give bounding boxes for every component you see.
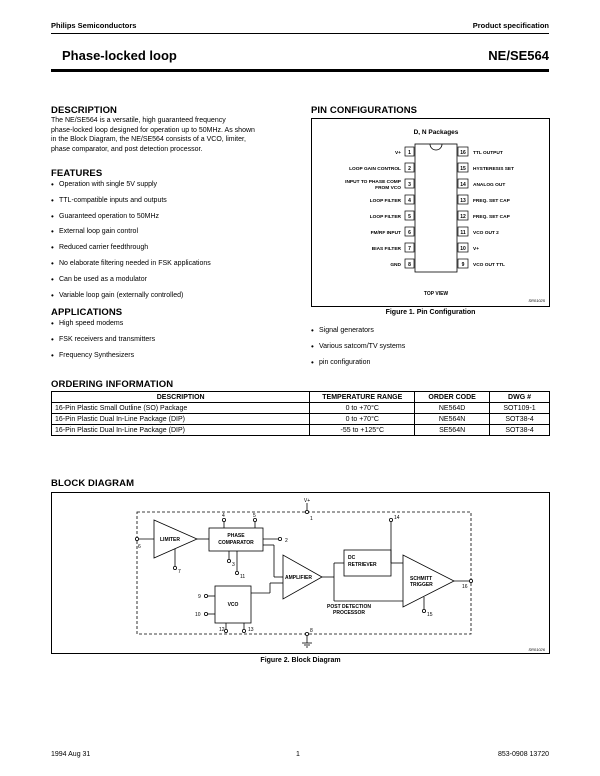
pin-label: 12 — [219, 627, 225, 633]
features-list — [51, 181, 296, 307]
ic-notch — [430, 144, 442, 150]
pin-label: 5 — [253, 513, 256, 519]
pin-label: 7 — [178, 569, 181, 575]
description-line: phase-locked loop designed for operation up to 50MHz. As shown — [51, 126, 255, 134]
header-rule-thick — [51, 69, 549, 72]
col-dwg: DWG # — [490, 392, 550, 403]
list-item: • No elaborate filtering needed in FSK applications — [51, 260, 296, 276]
pin-name: GND — [390, 263, 401, 268]
table-row — [52, 403, 550, 414]
description-text — [51, 116, 296, 154]
description-line: phase comparator, and post detection processor. — [51, 145, 203, 153]
figure2-caption: Figure 2. Block Diagram — [260, 657, 341, 664]
figure-code: SR01026 — [528, 647, 545, 652]
list-item: • Operation with single 5V supply — [51, 181, 296, 197]
vplus-label: V+ — [303, 498, 311, 504]
table-row — [52, 425, 550, 436]
description-line: The NE/SE564 is a versatile, high guaranteed frequency — [51, 117, 226, 124]
pin-number: 1 — [408, 150, 411, 156]
pin-node — [204, 612, 207, 615]
ordering-heading: ORDERING INFORMATION — [51, 379, 174, 390]
pin-number: 5 — [408, 214, 411, 220]
description-line: in the Block Diagram, the NE/SE564 consists of a VCO, limiter, — [51, 136, 246, 144]
list-item: • FSK receivers and transmitters — [51, 336, 296, 352]
pin-node — [242, 629, 245, 632]
list-item: • Variable loop gain (externally controlled) — [51, 292, 296, 308]
applications-list-left — [51, 320, 296, 367]
right-pins — [458, 147, 514, 268]
block-diagram-figure — [51, 492, 550, 654]
retriever-label: RETRIEVER — [348, 562, 377, 568]
cell-description: 16-Pin Plastic Dual In-Line Package (DIP) — [52, 414, 310, 425]
pin-label: 13 — [248, 627, 254, 633]
pin-number: 11 — [460, 230, 466, 236]
processor-label: PROCESSOR — [333, 610, 365, 616]
figure-code: SR01025 — [528, 298, 545, 303]
pin-name: BIAS FILTER — [371, 247, 401, 252]
pin-name: LOOP FILTER — [369, 199, 401, 204]
pin-number: 16 — [460, 150, 466, 156]
document-title: Phase-locked loop — [62, 48, 177, 63]
pin-label: 14 — [394, 515, 400, 521]
pin-diagram-svg — [312, 119, 551, 308]
limiter-label: LIMITER — [160, 537, 180, 543]
pin-label: 16 — [462, 584, 468, 590]
ordering-table — [51, 391, 550, 436]
pin-label: 10 — [195, 612, 201, 618]
col-order-code: ORDER CODE — [415, 392, 490, 403]
pin-node — [224, 629, 227, 632]
cell-temperature: 0 to +70°C — [310, 403, 415, 414]
list-item: • Guaranteed operation to 50MHz — [51, 213, 296, 229]
pin-number: 2 — [408, 166, 411, 172]
table-row — [52, 414, 550, 425]
pin-config-figure — [311, 118, 550, 307]
company-name: Philips Semiconductors — [51, 21, 137, 30]
package-label: D, N Packages — [413, 129, 459, 136]
block-diagram-svg — [52, 493, 551, 655]
list-item: • Reduced carrier feedthrough — [51, 244, 296, 260]
footer-date: 1994 Aug 31 — [51, 751, 91, 758]
pin-node — [305, 632, 308, 635]
part-number: NE/SE564 — [488, 48, 549, 63]
col-temperature: TEMPERATURE RANGE — [310, 392, 415, 403]
pin-number: 10 — [460, 246, 466, 252]
left-pins — [345, 147, 414, 268]
pin-name: VCO OUT 2 — [473, 231, 499, 236]
dc-label: DC — [348, 555, 356, 561]
pin-name: V+ — [394, 151, 401, 156]
pin-number: 14 — [460, 182, 466, 188]
ic-body — [415, 144, 457, 272]
pin-config-heading: PIN CONFIGURATIONS — [311, 105, 418, 116]
pin-label: 8 — [310, 628, 313, 634]
pin-node — [278, 537, 281, 540]
pin-node — [235, 571, 238, 574]
pin-node — [422, 609, 425, 612]
cell-description: 16-Pin Plastic Small Outline (SO) Package — [52, 403, 310, 414]
pin-number: 8 — [408, 262, 411, 268]
pin-name: LOOP FILTER — [369, 215, 401, 220]
pin-number: 6 — [408, 230, 411, 236]
document-type: Product specification — [472, 21, 549, 30]
cell-description: 16-Pin Plastic Dual In-Line Package (DIP) — [52, 425, 310, 436]
pin-label: 6 — [138, 544, 141, 550]
header-rule-thin — [51, 33, 549, 34]
cell-dwg: SOT38-4 — [490, 425, 550, 436]
pin-name: FM/RF INPUT — [370, 231, 401, 236]
pin-node — [227, 559, 230, 562]
pin-node — [305, 510, 308, 513]
description-heading: DESCRIPTION — [51, 105, 118, 116]
pin-number: 9 — [461, 262, 465, 268]
pin-number: 3 — [408, 182, 411, 188]
pin-node — [389, 518, 392, 521]
list-item: • pin configuration — [311, 359, 550, 375]
comparator-label: COMPARATOR — [218, 540, 254, 546]
pin-label: 3 — [232, 562, 235, 568]
figure1-caption: Figure 1. Pin Configuration — [385, 309, 476, 316]
cell-temperature: -55 to +125°C — [310, 425, 415, 436]
block-diagram-heading: BLOCK DIAGRAM — [51, 478, 135, 489]
top-view-label: TOP VIEW — [423, 291, 449, 297]
table-header-row — [52, 392, 550, 403]
applications-heading: APPLICATIONS — [51, 307, 123, 318]
cell-order-code: SE564N — [415, 425, 490, 436]
pin-number: 4 — [408, 198, 411, 204]
cell-order-code: NE564N — [415, 414, 490, 425]
pin-name: VCO OUT TTL — [473, 263, 505, 268]
pin-number: 15 — [460, 166, 466, 172]
col-description: DESCRIPTION — [52, 392, 310, 403]
amplifier-label: AMPLIFIER — [285, 575, 312, 581]
pin-label: 1 — [310, 516, 313, 522]
pin-name: V+ — [473, 247, 480, 252]
pin-node — [469, 579, 472, 582]
pin-label: 2 — [285, 538, 288, 544]
pin-label: 15 — [427, 612, 433, 618]
pin-name: FREQ. SET CAP — [473, 199, 510, 204]
pin-name: LOOP GAIN CONTROL — [349, 167, 401, 172]
pin-label: 9 — [198, 594, 201, 600]
cell-dwg: SOT109-1 — [490, 403, 550, 414]
post-detection-label: POST DETECTION — [327, 604, 371, 610]
pin-name: FROM VCO — [375, 186, 401, 191]
phase-label: PHASE — [227, 533, 245, 539]
applications-list-right — [311, 327, 550, 374]
trigger-label: TRIGGER — [410, 582, 433, 588]
chip-boundary — [137, 512, 471, 634]
schmitt-label: SCHMITT — [410, 576, 433, 582]
list-item: • TTL-compatible inputs and outputs — [51, 197, 296, 213]
cell-dwg: SOT38-4 — [490, 414, 550, 425]
pin-number: 12 — [460, 214, 466, 220]
list-item: • Frequency Synthesizers — [51, 352, 296, 368]
footer-doc-code: 853-0908 13720 — [498, 751, 549, 758]
features-heading: FEATURES — [51, 168, 103, 179]
pin-node — [204, 594, 207, 597]
pin-number: 13 — [460, 198, 466, 204]
list-item: • Various satcom/TV systems — [311, 343, 550, 359]
list-item: • Signal generators — [311, 327, 550, 343]
pin-name: TTL OUTPUT — [473, 151, 503, 156]
list-item: • External loop gain control — [51, 228, 296, 244]
pin-number: 7 — [408, 246, 411, 252]
list-item: • Can be used as a modulator — [51, 276, 296, 292]
pin-name: FREQ. SET CAP — [473, 215, 510, 220]
pin-name: INPUT TO PHASE COMP — [345, 180, 401, 185]
pin-name: ANALOG OUT — [473, 183, 506, 188]
pin-label: 11 — [240, 574, 246, 580]
pin-node — [135, 537, 138, 540]
pin-node — [173, 566, 176, 569]
pin-name: HYSTERESIS SET — [473, 167, 515, 172]
list-item: • High speed modems — [51, 320, 296, 336]
footer-page-number: 1 — [296, 751, 300, 758]
cell-temperature: 0 to +70°C — [310, 414, 415, 425]
vco-label: VCO — [227, 602, 239, 608]
pin-label: 4 — [222, 513, 225, 519]
cell-order-code: NE564D — [415, 403, 490, 414]
